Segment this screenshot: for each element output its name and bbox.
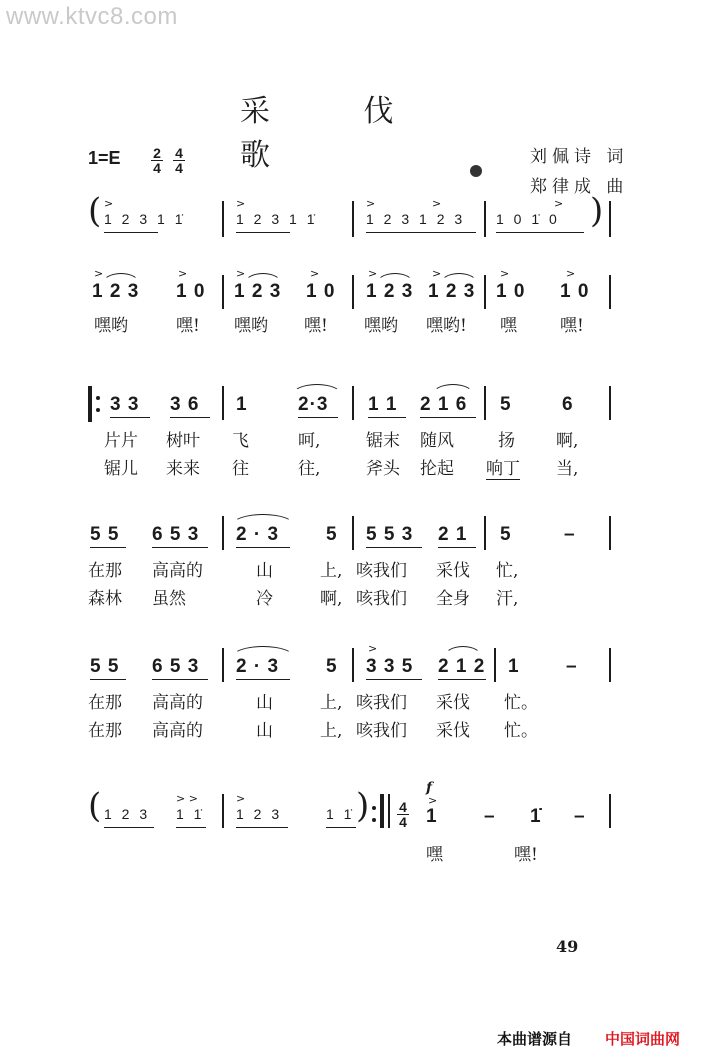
lyric: 虽然 bbox=[152, 589, 186, 609]
note-group: 2 · 3 bbox=[236, 524, 280, 545]
lyric: 山 bbox=[256, 721, 273, 741]
beam bbox=[104, 827, 154, 828]
accent-mark: > bbox=[236, 197, 246, 210]
beam bbox=[438, 547, 476, 548]
time-signature-change bbox=[396, 800, 410, 829]
lyric: 采伐 bbox=[436, 721, 470, 741]
lyric: 咳我们 bbox=[356, 561, 407, 581]
note-group: 1 2 3 bbox=[234, 281, 282, 302]
lyric: 嘿 bbox=[426, 845, 443, 865]
composer-credit: 郑律成 曲 bbox=[530, 177, 629, 197]
beam bbox=[366, 547, 422, 548]
note-group: 5 bbox=[326, 524, 338, 545]
system-5 bbox=[0, 642, 701, 742]
lyric: 嘿哟 bbox=[364, 316, 398, 336]
barline bbox=[222, 386, 224, 420]
lyric: 咳我们 bbox=[356, 693, 407, 713]
note-group: 2 1 6 bbox=[420, 394, 468, 415]
lyric: 当, bbox=[556, 459, 579, 479]
barline bbox=[484, 516, 486, 550]
note-group: 1 0 bbox=[560, 281, 590, 302]
barline bbox=[494, 648, 496, 682]
system-4 bbox=[0, 510, 701, 610]
note-group: 1 2 3 bbox=[92, 281, 140, 302]
note-group: 1 1̇ bbox=[326, 806, 355, 822]
note-group: 6 bbox=[562, 394, 574, 415]
accent-mark: > bbox=[236, 792, 246, 805]
note-group: 6 5 3 bbox=[152, 656, 200, 677]
barline bbox=[222, 648, 224, 682]
watermark-url: www.ktvc8.com bbox=[6, 3, 178, 30]
accent-mark: > bbox=[500, 267, 510, 280]
beam bbox=[110, 417, 150, 418]
lyric: 忙。 bbox=[504, 693, 538, 713]
beam bbox=[90, 547, 126, 548]
lyric: 锯儿 bbox=[104, 459, 138, 479]
note-group: 1 0 bbox=[176, 281, 206, 302]
lyric: 飞 bbox=[232, 431, 249, 451]
ink-smudge bbox=[470, 165, 482, 177]
lyric: 在那 bbox=[88, 721, 122, 741]
barline bbox=[609, 516, 611, 550]
barline bbox=[352, 275, 354, 309]
lyric: 森林 bbox=[88, 589, 122, 609]
note-group: 1 bbox=[236, 394, 248, 415]
barline bbox=[352, 201, 354, 237]
barline bbox=[484, 275, 486, 309]
lyric: 忙。 bbox=[504, 721, 538, 741]
lyric: 嘿哟 bbox=[94, 316, 128, 336]
beam bbox=[170, 417, 210, 418]
lyric: 嘿哟 bbox=[234, 316, 268, 336]
lyric: 啊, bbox=[320, 589, 343, 609]
barline bbox=[609, 275, 611, 309]
lyric: 咳我们 bbox=[356, 589, 407, 609]
lyric: 在那 bbox=[88, 693, 122, 713]
note-group: – bbox=[564, 524, 576, 545]
note-group: 2 1 bbox=[438, 524, 468, 545]
barline bbox=[609, 648, 611, 682]
time-signature-b bbox=[172, 146, 186, 175]
beam bbox=[176, 827, 206, 828]
note-group: – bbox=[484, 806, 496, 827]
note-group: 5 bbox=[500, 394, 512, 415]
lyric: 往 bbox=[232, 459, 249, 479]
note-group: 6 5 3 bbox=[152, 524, 200, 545]
accent-mark: > bbox=[366, 197, 376, 210]
beam bbox=[152, 679, 208, 680]
measure-1: 1 2 3 1 1̇ bbox=[104, 211, 186, 227]
barline bbox=[222, 201, 224, 237]
lyric: 呵, bbox=[298, 431, 321, 451]
repeat-end-barline bbox=[380, 794, 384, 828]
note-group: 3 6 bbox=[170, 394, 200, 415]
beam bbox=[366, 679, 422, 680]
beam bbox=[236, 547, 290, 548]
barline bbox=[222, 794, 224, 828]
barline bbox=[352, 648, 354, 682]
close-paren: ) bbox=[356, 786, 370, 826]
lyric: 采伐 bbox=[436, 693, 470, 713]
repeat-start-barline bbox=[88, 386, 92, 422]
repeat-dot bbox=[96, 408, 100, 412]
barline bbox=[609, 386, 611, 420]
note-group: – bbox=[566, 656, 578, 677]
lyric: 山 bbox=[256, 693, 273, 713]
note-group: 5 bbox=[500, 524, 512, 545]
beam bbox=[420, 417, 476, 418]
note-group: 5 5 bbox=[90, 656, 120, 677]
open-paren: ( bbox=[88, 191, 102, 231]
page-number: 49 bbox=[556, 937, 579, 956]
barline bbox=[222, 275, 224, 309]
time-sig-a-top: 2 bbox=[153, 145, 161, 161]
repeat-dot bbox=[96, 396, 100, 400]
beam bbox=[90, 679, 126, 680]
beam bbox=[366, 232, 476, 233]
note-group: 5 5 bbox=[90, 524, 120, 545]
lyric: 嘿! bbox=[560, 316, 584, 336]
lyric: 冷 bbox=[256, 589, 273, 609]
lyricist-credit: 刘佩诗 词 bbox=[530, 147, 629, 167]
note-group: 1̇ bbox=[530, 806, 542, 827]
barline bbox=[484, 386, 486, 420]
note-group: 5 5 3 bbox=[366, 524, 414, 545]
lyric: 山 bbox=[256, 561, 273, 581]
measure-3: 1 2 3 1 2 3 bbox=[366, 211, 466, 227]
accent-mark: > bbox=[94, 267, 104, 280]
accent-mark: > bbox=[428, 794, 438, 807]
beam bbox=[368, 417, 406, 418]
lyric: 汗, bbox=[496, 589, 519, 609]
beam bbox=[438, 679, 486, 680]
note-group: 2·3 bbox=[298, 394, 329, 415]
accent-mark: > bbox=[368, 267, 378, 280]
beam bbox=[496, 232, 584, 233]
accent-mark: > bbox=[368, 642, 378, 655]
beam bbox=[236, 827, 288, 828]
note-group: 3 3 bbox=[110, 394, 140, 415]
beam bbox=[298, 417, 338, 418]
lyric: 咳我们 bbox=[356, 721, 407, 741]
lyric: 斧头 bbox=[366, 459, 400, 479]
note-group: 3 3 5 bbox=[366, 656, 414, 677]
lyric: 嘿! bbox=[304, 316, 328, 336]
repeat-dot bbox=[372, 806, 376, 810]
note-group: 1 1 bbox=[368, 394, 398, 415]
barline bbox=[352, 386, 354, 420]
accent-mark: > bbox=[104, 197, 114, 210]
close-paren: ) bbox=[590, 191, 604, 231]
lyric: 上, bbox=[320, 693, 343, 713]
note-group: 1 0 bbox=[496, 281, 526, 302]
beam bbox=[326, 827, 356, 828]
note-group: 1 bbox=[508, 656, 520, 677]
lyric: 响丁 bbox=[486, 454, 520, 480]
note-group: 1 2 3 bbox=[104, 806, 151, 822]
note-group: 1 2 3 bbox=[366, 281, 414, 302]
open-paren: ( bbox=[88, 786, 102, 826]
note-group: 1 2 3 bbox=[428, 281, 476, 302]
accent-mark: > bbox=[554, 197, 564, 210]
accent-mark: > bbox=[178, 267, 188, 280]
lyric: 上, bbox=[320, 721, 343, 741]
lyric: 随风 bbox=[420, 431, 454, 451]
lyric: 上, bbox=[320, 561, 343, 581]
accent-mark: > bbox=[432, 267, 442, 280]
time-signature-a bbox=[150, 146, 164, 175]
system-2 bbox=[0, 265, 701, 345]
note-group: 5 bbox=[326, 656, 338, 677]
time-sig-a-bottom: 4 bbox=[153, 160, 161, 176]
barline bbox=[222, 516, 224, 550]
footer-source-label: 本曲谱源自 bbox=[497, 1030, 573, 1048]
lyric: 啊, bbox=[556, 431, 579, 451]
lyric: 嘿哟! bbox=[426, 316, 467, 336]
beam bbox=[236, 232, 290, 233]
accent-mark: > bbox=[566, 267, 576, 280]
lyric: 嘿! bbox=[514, 845, 538, 865]
lyric: 全身 bbox=[436, 589, 470, 609]
lyric: 高高的 bbox=[152, 721, 203, 741]
beam bbox=[104, 232, 158, 233]
note-group: – bbox=[574, 806, 586, 827]
note-group: 1 bbox=[426, 806, 438, 827]
lyric: 往, bbox=[298, 459, 321, 479]
lyric: 高高的 bbox=[152, 561, 203, 581]
song-title: 采 伐 歌 bbox=[240, 94, 436, 173]
lyric: 片片 bbox=[104, 431, 138, 451]
lyric: 树叶 bbox=[166, 431, 200, 451]
lyric: 扬 bbox=[498, 431, 515, 451]
time-sig-b-top: 4 bbox=[175, 145, 183, 161]
system-6 bbox=[0, 780, 701, 865]
footer-site-name[interactable]: 中国词曲网 bbox=[605, 1030, 681, 1048]
accent-mark: > > bbox=[176, 792, 198, 805]
lyric: 忙, bbox=[496, 561, 519, 581]
time-sig-c-bottom: 4 bbox=[399, 814, 407, 830]
barline bbox=[484, 201, 486, 237]
accent-mark: > bbox=[432, 197, 442, 210]
barline bbox=[609, 201, 611, 237]
system-1 bbox=[0, 191, 701, 245]
key-signature: 1=E bbox=[88, 148, 121, 168]
lyric: 采伐 bbox=[436, 561, 470, 581]
barline bbox=[352, 516, 354, 550]
dynamic-forte: f bbox=[426, 780, 433, 796]
measure-2: 1 2 3 1 1̇ bbox=[236, 211, 318, 227]
measure-4: 1 0 1̇ 0 bbox=[496, 211, 560, 227]
beam bbox=[152, 547, 208, 548]
barline bbox=[609, 794, 611, 828]
lyric: 锯末 bbox=[366, 431, 400, 451]
lyric: 嘿 bbox=[500, 316, 517, 336]
note-group: 2 · 3 bbox=[236, 656, 280, 677]
note-group: 2 1 2 bbox=[438, 656, 486, 677]
note-group: 1 0 bbox=[306, 281, 336, 302]
beam bbox=[236, 679, 290, 680]
note-group: 1 1̇ bbox=[176, 806, 205, 822]
accent-mark: > bbox=[236, 267, 246, 280]
barline bbox=[388, 794, 390, 828]
lyric: 高高的 bbox=[152, 693, 203, 713]
lyric: 在那 bbox=[88, 561, 122, 581]
time-sig-b-bottom: 4 bbox=[175, 160, 183, 176]
system-3 bbox=[0, 380, 701, 480]
lyric: 嘿! bbox=[176, 316, 200, 336]
lyric: 来来 bbox=[166, 459, 200, 479]
repeat-dot bbox=[372, 818, 376, 822]
lyric: 抡起 bbox=[420, 459, 454, 479]
time-sig-c-top: 4 bbox=[399, 799, 407, 815]
note-group: 1 2 3 bbox=[236, 806, 283, 822]
accent-mark: > bbox=[310, 267, 320, 280]
